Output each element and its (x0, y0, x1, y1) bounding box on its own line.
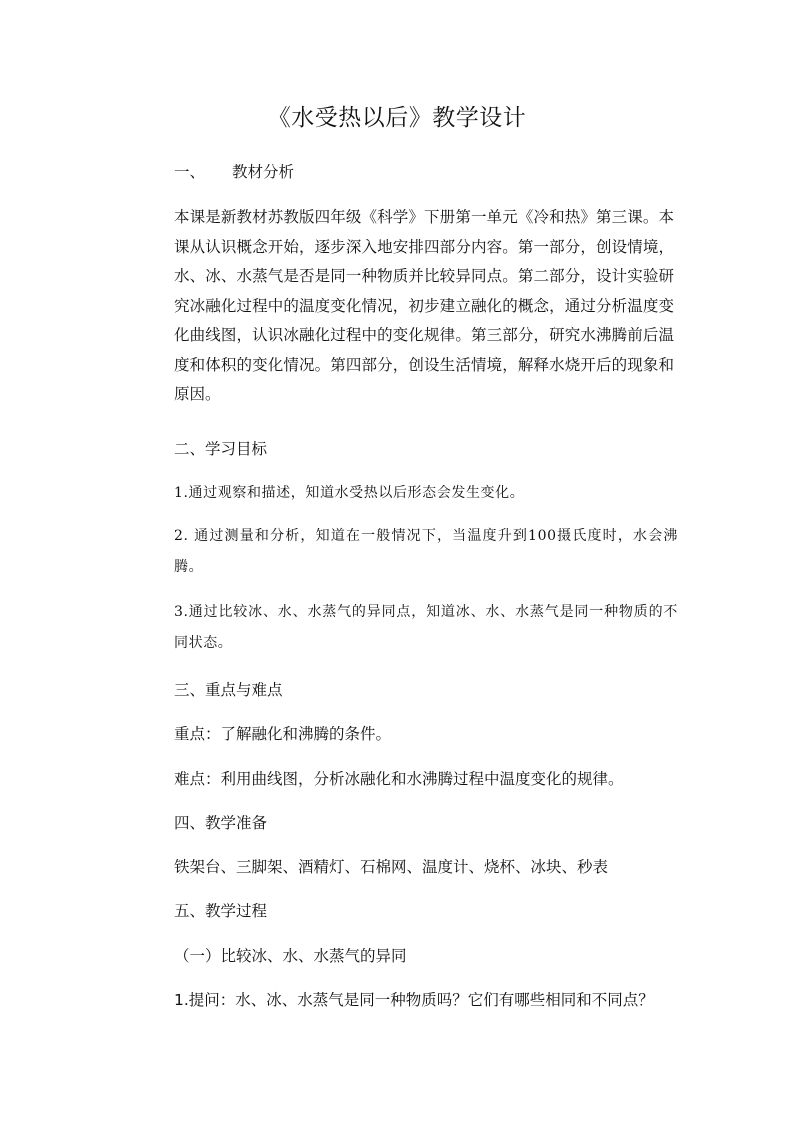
difficulty-point: 难点：利用曲线图，分析冰融化和水沸腾过程中温度变化的规律。 (174, 770, 624, 788)
document-title: 《水受热以后》教学设计 (267, 105, 527, 131)
subsection-heading: （一）比较冰、水、水蒸气的异同 (174, 947, 407, 965)
section-heading-5: 五、教学过程 (174, 902, 268, 920)
section-heading-text: 教材分析 (232, 163, 295, 181)
objective-2: 2. 通过测量和分析，知道在一般情况下，当温度升到100摄氏度时，水会沸腾。 (174, 528, 678, 575)
section-number: 一、 (174, 163, 206, 181)
key-point: 重点：了解融化和沸腾的条件。 (174, 725, 392, 743)
section-heading-2: 二、学习目标 (174, 440, 268, 458)
objective-1: 1.通过观察和描述，知道水受热以后形态会发生变化。 (174, 485, 525, 501)
process-step-1: 1.提问：水、冰、水蒸气是同一种物质吗？它们有哪些相同和不同点？ (174, 991, 654, 1009)
section-heading-3: 三、重点与难点 (174, 681, 283, 699)
section-heading-4: 四、教学准备 (174, 814, 268, 832)
section-1-body: 本课是新教材苏教版四年级《科学》下册第一单元《冷和热》第三课。本课从认识概念开始，逐步深入地安排四部分内容。第一部分，创设情境，水、冰、水蒸气是否是同一种物质并比较异同点。第二部分，设计实验研究冰融化过程中的温度变化情况，初步建立融化的概念，通过分析温度变化曲线图，认识冰融化过程中的变化规律。第三部分，研究水沸腾前后温度和体积的变化情况。第四部分，创设生活情境，解释水烧开后的现象和原因。 (174, 208, 674, 403)
section-heading-1 (174, 160, 684, 184)
materials-list: 铁架台、三脚架、酒精灯、石棉网、温度计、烧杯、冰块、秒表 (174, 858, 609, 876)
objective-3: 3.通过比较冰、水、水蒸气的异同点，知道冰、水、水蒸气是同一种物质的不同状态。 (174, 604, 678, 651)
